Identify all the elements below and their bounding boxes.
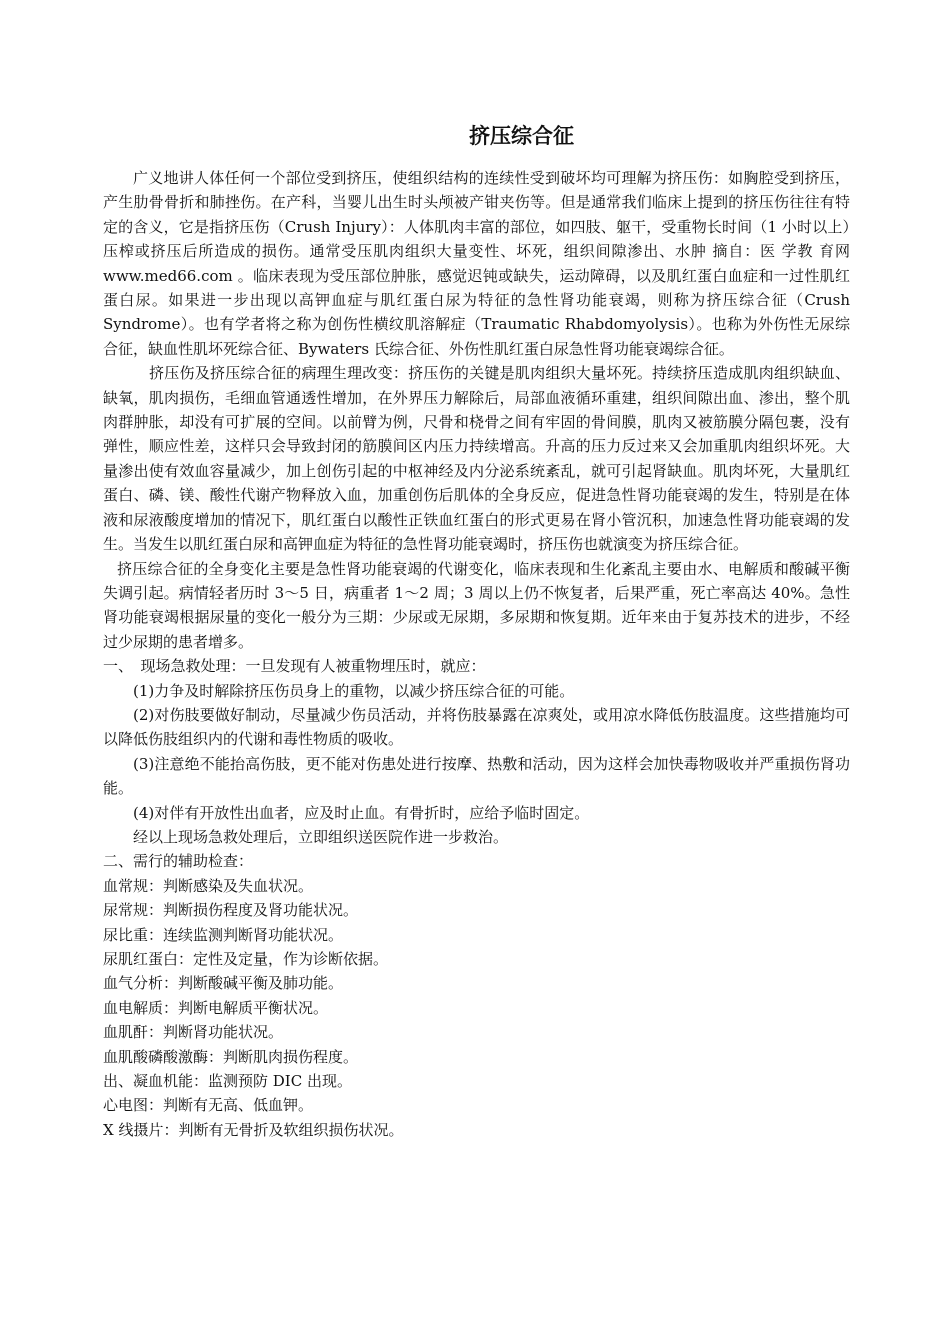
exam-item: 出、凝血机能：监测预防 DIC 出现。: [103, 1072, 352, 1091]
first-aid-item: (2)对伤肢要做好制动，尽量减少伤员活动，并将伤肢暴露在凉爽处，或用凉水降低伤肢温度。这些措施均可以降低伤肢组织内的代谢和毒性物质的吸收。: [103, 705, 850, 749]
first-aid-note: 经以上现场急救处理后，立即组织送医院作进一步救治。: [133, 827, 509, 846]
exam-item: 尿肌红蛋白：定性及定量，作为诊断依据。: [103, 950, 389, 968]
paragraph-pathophysiology: 挤压伤及挤压综合征的病理生理改变：挤压伤的关键是肌肉组织大量坏死。持续挤压造成肌肉组织缺血、缺氧，肌肉损伤，毛细血管通透性增加，在外界压力解除后，局部血液循环重建，组织间隙出血、渗出，整个肌肉群肿胀，却没有可扩展的空间。以前臂为例，尺骨和桡骨之间有牢固的骨间膜，肌肉又被筋膜分隔包裹，没有弹性，顺应性差，这样只会导致封闭的筋膜间区内压力持续增高。升高的压力反过来又会加重肌肉组织坏死。大量渗出使有效血容量减少，加上创伤引起的中枢神经及内分泌系统紊乱，就可引起肾缺血。肌肉坏死，大量肌红蛋白、磷、镁、酸性代谢产物释放入血，加重创伤后肌体的全身反应，促进急性肾功能衰竭的发生，特别是在体液和尿液酸度增加的情况下，肌红蛋白以酸性正铁血红蛋白的形式更易在肾小管沉积，加速急性肾功能衰竭的发生。当发生以肌红蛋白尿和高钾血症为特征的急性肾功能衰竭时，挤压伤也就演变为挤压综合征。: [103, 364, 850, 554]
paragraph-systemic-changes: 挤压综合征的全身变化主要是急性肾功能衰竭的代谢变化，临床表现和生化紊乱主要由水、电解质和酸碱平衡失调引起。病情轻者历时 3～5 日，病重者 1～2 周；3 周以上仍不恢复者，后果严重，死亡率高达 40%。急性肾功能衰竭根据尿量的变化一般分为三期：少尿或无尿期，多尿期和恢复期。近年来由于复苏技术的进步，不经过少尿期的患者增多。: [103, 559, 850, 651]
exam-item: 尿比重：连续监测判断肾功能状况。: [103, 925, 344, 944]
section-heading-first-aid: 一、 现场急救处理：一旦发现有人被重物埋压时，就应：: [103, 657, 486, 676]
exam-item: 血气分析：判断酸碱平衡及肺功能。: [103, 974, 344, 993]
first-aid-item: (4)对伴有开放性出血者，应及时止血。有骨折时，应给予临时固定。: [133, 803, 590, 822]
exam-item: 血肌酐：判断肾功能状况。: [103, 1023, 284, 1042]
exam-item: X 线摄片：判断有无骨折及软组织损伤状况。: [103, 1120, 404, 1139]
first-aid-item: (1)力争及时解除挤压伤员身上的重物，以减少挤压综合征的可能。: [133, 681, 575, 700]
exam-item: 尿常规：判断损伤程度及肾功能状况。: [103, 901, 359, 920]
exam-item: 血肌酸磷酸激酶：判断肌肉损伤程度。: [103, 1047, 359, 1066]
exam-item: 心电图：判断有无高、低血钾。: [103, 1096, 314, 1115]
document-title: 挤压综合征: [469, 124, 574, 148]
exam-item: 血电解质：判断电解质平衡状况。: [103, 998, 329, 1017]
section-heading-examinations: 二、需行的辅助检查：: [103, 852, 254, 871]
first-aid-item: (3)注意绝不能抬高伤肢，更不能对伤患处进行按摩、热敷和活动，因为这样会加快毒物吸收并严重损伤肾功能。: [103, 754, 850, 798]
exam-item: 血常规：判断感染及失血状况。: [103, 876, 314, 895]
paragraph-definition: 广义地讲人体任何一个部位受到挤压，使组织结构的连续性受到破坏均可理解为挤压伤：如胸腔受到挤压，产生肋骨骨折和肺挫伤。在产科，当婴儿出生时头颅被产钳夹伤等。但是通常我们临床上提到的挤压伤往往有特定的含义，它是指挤压伤（Crush Injury）：人体肌肉丰富的部位，如四肢、躯干，受重物长时间（1 小时以上）压榨或挤压后所造成的损伤。通常受压肌肉组织大量变性、坏死，组织间隙渗出、水肿 摘自：医 学教 育网 www.med66.com 。临床表现为受压部位肿胀，感觉迟钝或缺失，运动障碍，以及肌红蛋白血症和一过性肌红蛋白尿。如果进一步出现以高钾血症与肌红蛋白尿为特征的急性肾功能衰竭，则称为挤压综合征（Crush Syndrome）。也有学者将之称为创伤性横纹肌溶解症（Traumatic Rhabdomyolysis）。也称为外伤性无尿综合征，缺血性肌坏死综合征、Bywaters 氏综合征、外伤性肌红蛋白尿急性肾功能衰竭综合征。: [103, 169, 850, 358]
